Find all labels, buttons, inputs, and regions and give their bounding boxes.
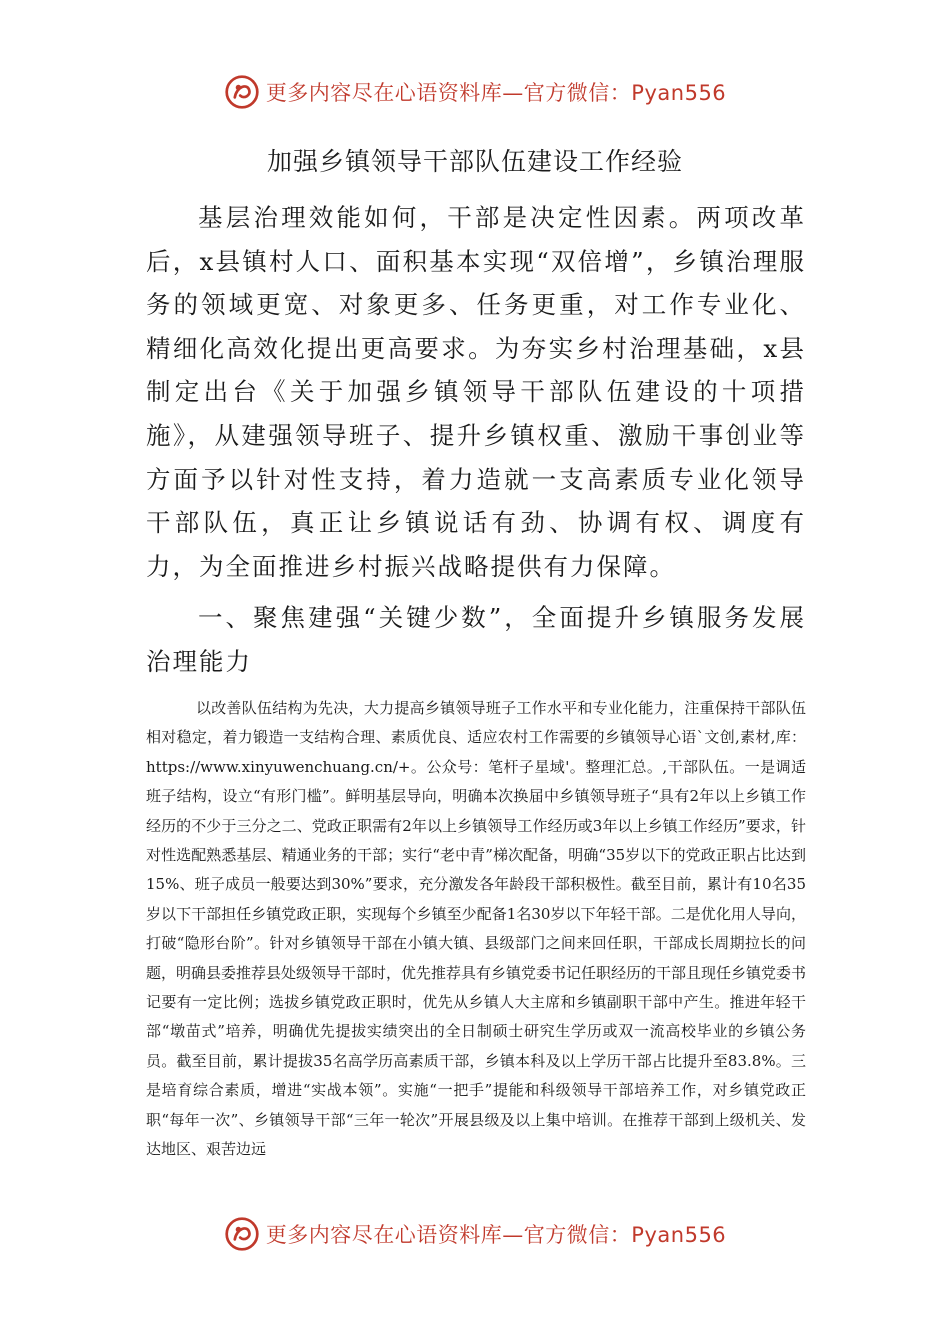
- footer-banner: [0, 1212, 950, 1256]
- header-banner-text: 更多内容尽在心语资料库—官方微信：Pyan556: [265, 81, 727, 105]
- red-swirl-logo-icon: [224, 1216, 260, 1252]
- header-banner: [0, 70, 950, 114]
- footer-banner-text: 更多内容尽在心语资料库—官方微信：Pyan556: [265, 1223, 727, 1247]
- section-body-paragraph: 以改善队伍结构为先决，大力提高乡镇领导班子工作水平和专业化能力，注重保持干部队伍相对稳定，着力锻造一支结构合理、素质优良、适应农村工作需要的乡镇领导心语`文创,素材,库：https://www.xinyuwenchuang.cn/+。公众号：笔杆子星域'。整理汇总。,干部队伍。一是调适班子结构，设立“有形门槛”。鲜明基层导向，明确本次换届中乡镇领导班子“具有2年以上乡镇工作经历的不少于三分之二、党政正职需有2年以上乡镇领导工作经历或3年以上乡镇工作经历”要求，针对性选配熟悉基层、精通业务的干部；实行“老中青”梯次配备，明确“35岁以下的党政正职占比达到15%、班子成员一般要达到30%”要求，充分激发各年龄段干部积极性。截至目前，累计有10名35岁以下干部担任乡镇党政正职，实现每个乡镇至少配备1名30岁以下年轻干部。二是优化用人导向，打破“隐形台阶”。针对乡镇领导干部在小镇大镇、县级部门之间来回任职，干部成长周期拉长的问题，明确县委推荐县处级领导干部时，优先推荐具有乡镇党委书记任职经历的干部且现任乡镇党委书记要有一定比例；选拔乡镇党政正职时，优先从乡镇人大主席和乡镇副职干部中产生。推进年轻干部“墩苗式”培养，明确优先提拔实绩突出的全日制硕士研究生学历或双一流高校毕业的乡镇公务员。截至目前，累计提拔35名高学历高素质干部，乡镇本科及以上学历干部占比提升至83.8%。三是培育综合素质，增进“实战本领”。实施“一把手”提能和科级领导干部培养工作，对乡镇党政正职“每年一次”、乡镇领导干部“三年一轮次”开展县级及以上集中培训。在推荐干部到上级机关、发达地区、艰苦边远: [146, 699, 807, 1159]
- intro-paragraph: 基层治理效能如何，干部是决定性因素。两项改革后，x县镇村人口、面积基本实现“双倍增”，乡镇治理服务的领域更宽、对象更多、任务更重，对工作专业化、精细化高效化提出更高要求。为夯实乡村治理基础，x县制定出台《关于加强乡镇领导干部队伍建设的十项措施》，从建强领导班子、提升乡镇权重、激励干事创业等方面予以针对性支持，着力造就一支高素质专业化领导干部队伍，真正让乡镇说话有劲、协调有权、调度有力，为全面推进乡村振兴战略提供有力保障。: [146, 203, 806, 581]
- document-title: 加强乡镇领导干部队伍建设工作经验: [266, 147, 683, 176]
- section-heading: 一、聚焦建强“关键少数”，全面提升乡镇服务发展治理能力: [146, 603, 806, 676]
- red-swirl-logo-icon: [224, 74, 260, 110]
